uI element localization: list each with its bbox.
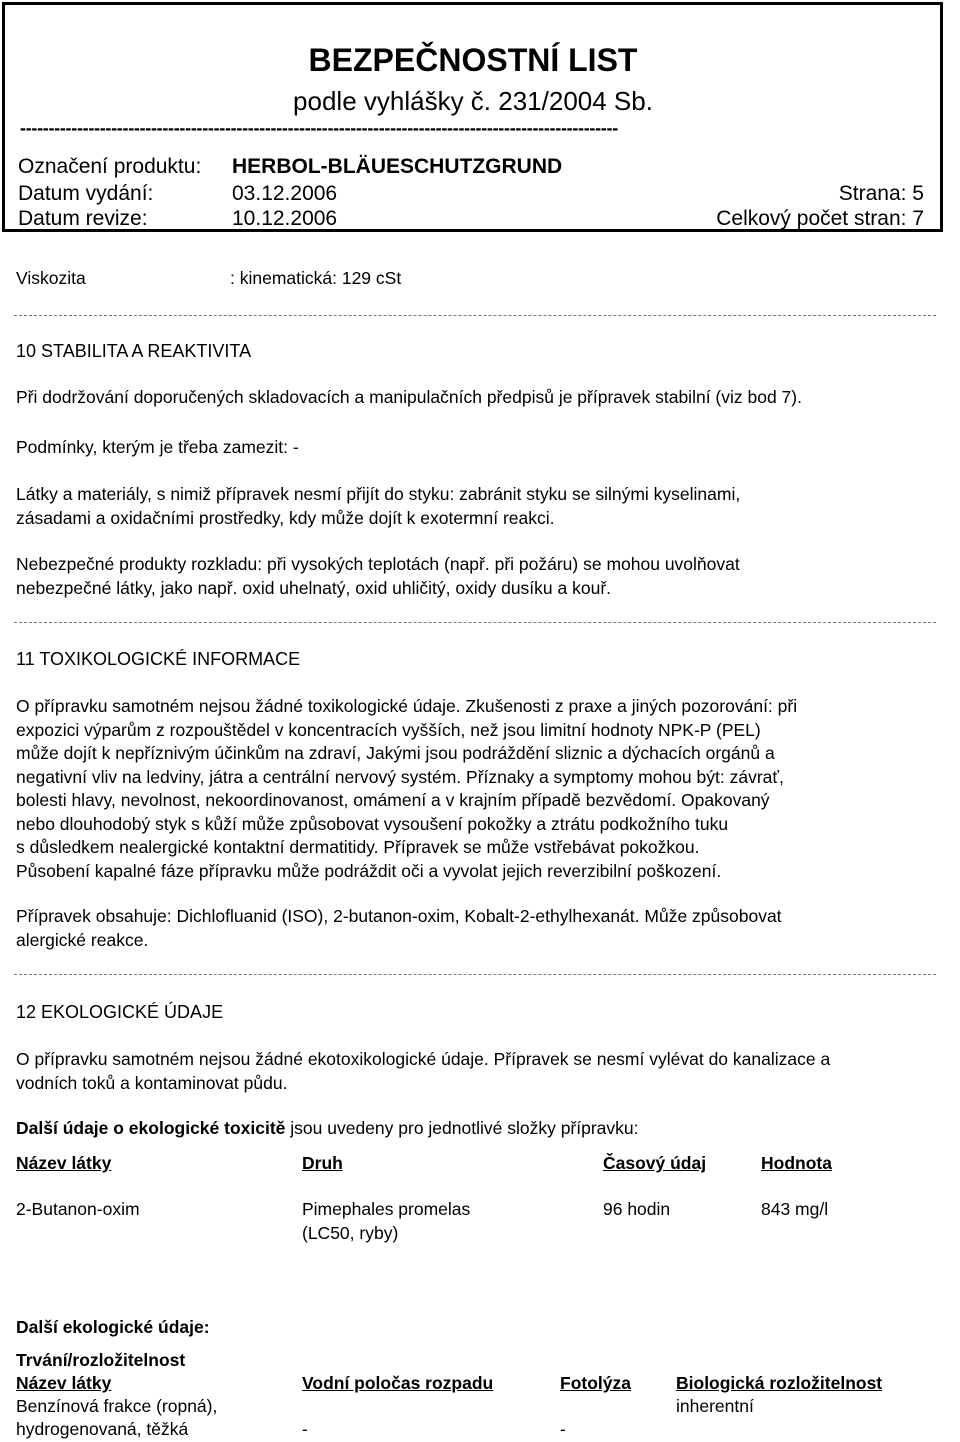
- tox-table-cell-species: Pimephales promelas: [302, 1199, 471, 1219]
- decomposition-text: při vysokých teplotách (např. při požáru) se mohou uvolňovat: [262, 554, 740, 574]
- toxicology-line: O přípravku samotném nejsou žádné toxikologické údaje. Zkušenosti z praxe a jiných pozorování: při: [16, 696, 798, 716]
- stability-paragraph: Při dodržování doporučených skladovacích a manipulačních předpisů je přípravek stabilní (viz bod 7).: [16, 387, 802, 407]
- eco-heading: Další ekologické údaje:: [16, 1317, 210, 1337]
- separator: [14, 315, 936, 316]
- contains-line: Přípravek obsahuje: Dichlofluanid (ISO), 2-butanon-oxim, Kobalt-2-ethylhexanát. Může způsobovat: [16, 906, 782, 926]
- product-label: Označení produktu:: [18, 155, 202, 178]
- eco-table-cell-substance: Benzínová frakce (ropná),: [16, 1396, 218, 1416]
- toxicology-line: Působení kapalné fáze přípravku může podráždit oči a vyvolat jejich reverzibilní poškození.: [16, 860, 722, 881]
- tox-table-cell-species-note: (LC50, ryby): [302, 1223, 399, 1243]
- revision-date-value: 10.12.2006: [232, 207, 338, 230]
- revision-date-label: Datum revize:: [18, 207, 148, 230]
- toxicology-line: může dojít k nepříznivým účinkům na zdraví, Jakými jsou podráždění sliznic a dýchacích orgánů a: [16, 743, 775, 763]
- further-ecotox-label: Další údaje o ekologické toxicitě: [16, 1118, 286, 1138]
- conditions-to-avoid: Podmínky, kterým je třeba zamezit: -: [16, 437, 299, 457]
- page-number: Strana: 5: [838, 182, 924, 205]
- viscosity-label: Viskozita: [16, 268, 86, 288]
- tox-table-header-value: Hodnota: [761, 1153, 832, 1173]
- further-ecotox-text: jsou uvedeny pro jednotlivé složky přípravku:: [285, 1118, 639, 1138]
- eco-table-header-substance: Název látky: [16, 1373, 112, 1393]
- viscosity-value: : kinematická: 129 cSt: [230, 268, 402, 288]
- eco-table-cell-substance-2: hydrogenovaná, těžká: [16, 1419, 189, 1439]
- toxicology-line: expozici výparům z rozpouštědel v koncentracích vyšších, než jsou limitní hodnoty NPK-P (PEL): [16, 719, 761, 740]
- incompatible-materials-text-2: zásadami a oxidačními prostředky, kdy může dojít k exotermní reakci.: [16, 507, 555, 528]
- tox-table-header-species: Druh: [302, 1153, 343, 1173]
- toxicology-line: negativní vliv na ledviny, játra a centrální nervový systém. Příznaky a symptomy mohou být: závrať,: [16, 766, 784, 787]
- total-pages: Celkový počet stran: 7: [716, 207, 924, 230]
- eco-table-cell-half-life: -: [302, 1419, 308, 1439]
- section-10-heading: 10 STABILITA A REAKTIVITA: [16, 341, 252, 361]
- document-title: BEZPEČNOSTNÍ LIST: [308, 42, 638, 78]
- contains-paragraph: [16, 905, 951, 952]
- section-11-heading: 11 TOXIKOLOGICKÉ INFORMACE: [16, 649, 301, 669]
- incompatible-materials-text: : zabránit styku se silnými kyselinami,: [449, 484, 741, 504]
- product-value: HERBOL-BLÄUESCHUTZGRUND: [232, 155, 563, 178]
- tox-table-cell-time: 96 hodin: [603, 1199, 671, 1219]
- further-ecotox-note: [16, 1118, 639, 1139]
- tox-table-cell-substance: 2-Butanon-oxim: [16, 1199, 140, 1219]
- ecology-line: vodních toků a kontaminovat půdu.: [16, 1072, 288, 1093]
- separator: [14, 622, 936, 623]
- contains-line: alergické reakce.: [16, 929, 149, 950]
- issue-date-value: 03.12.2006: [232, 182, 338, 205]
- toxicology-line: s důsledkem nealergické kontaktní dermatitidy. Přípravek se může vstřebávat pokožkou.: [16, 837, 700, 857]
- section-12-heading: 12 EKOLOGICKÉ ÚDAJE: [16, 1002, 224, 1022]
- decomposition-products: [16, 553, 951, 600]
- toxicology-line: bolesti hlavy, nevolnost, nekoordinovanost, omámení a v krajním případě bezvědomí. Opakovaný: [16, 790, 770, 810]
- eco-table-cell-photolysis: -: [560, 1419, 566, 1439]
- decomposition-text-2: nebezpečné látky, jako např. oxid uhelnatý, oxid uhličitý, oxidy dusíku a kouř.: [16, 577, 612, 598]
- ecology-line: O přípravku samotném nejsou žádné ekotoxikologické údaje. Přípravek se nesmí vylévat do kanalizace a: [16, 1049, 831, 1069]
- document-subtitle: podle vyhlášky č. 231/2004 Sb.: [293, 86, 653, 116]
- toxicology-paragraph: [16, 695, 951, 883]
- separator: [14, 974, 936, 975]
- ecology-paragraph: [16, 1048, 951, 1095]
- eco-table-header-half-life: Vodní poločas rozpadu: [302, 1373, 494, 1393]
- persistence-heading: Trvání/rozložitelnost: [16, 1350, 186, 1370]
- issue-date-label: Datum vydání:: [18, 182, 154, 205]
- decomposition-label: Nebezpečné produkty rozkladu:: [16, 554, 263, 574]
- header-dash-line: ---------------------------------------------------------------------------------------------------------: [20, 118, 618, 138]
- incompatible-materials: [16, 483, 951, 530]
- eco-table-header-photolysis: Fotolýza: [560, 1373, 631, 1393]
- eco-table-header-biodegradability: Biologická rozložitelnost: [676, 1373, 883, 1393]
- incompatible-materials-label: Látky a materiály, s nimiž přípravek nesmí přijít do styku: [16, 484, 450, 504]
- tox-table-header-time: Časový údaj: [603, 1153, 707, 1173]
- toxicology-line: nebo dlouhodobý styk s kůží může způsobovat vysoušení pokožky a ztrátu podkožního tuku: [16, 813, 729, 834]
- tox-table-header-substance: Název látky: [16, 1153, 112, 1173]
- tox-table-cell-value: 843 mg/l: [761, 1199, 829, 1219]
- eco-table-cell-biodegradability: inherentní: [676, 1396, 754, 1416]
